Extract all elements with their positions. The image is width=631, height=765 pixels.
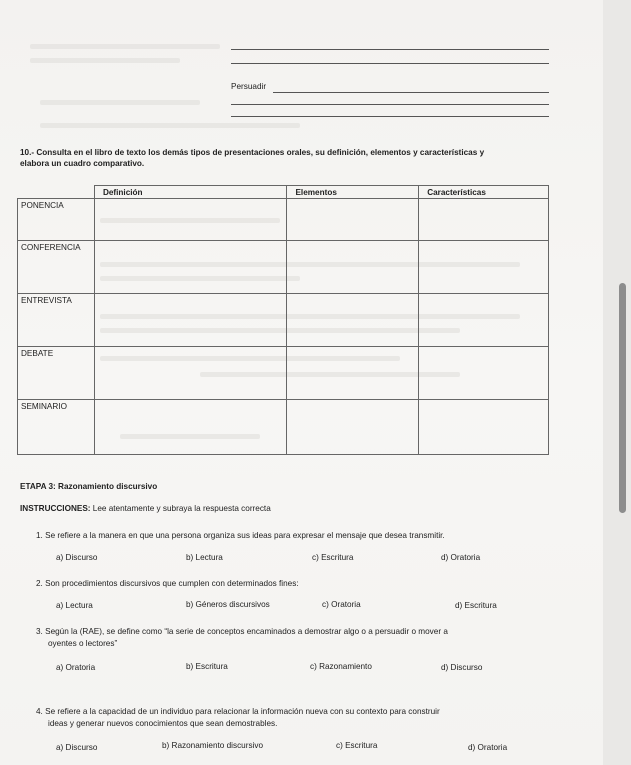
table-cell[interactable] [287,347,419,400]
option-a[interactable]: a) Discurso [56,743,98,752]
table-cell[interactable] [287,400,419,455]
bleed-through-text [40,100,200,105]
table-cell[interactable] [419,400,549,455]
option-d[interactable]: d) Oratoria [468,743,508,752]
option-a[interactable]: a) Lectura [56,601,93,610]
viewer-gutter [603,0,631,765]
answer-line [273,92,549,93]
question-10-text: 10.- Consulta en el libro de texto los demás tipos de presentaciones orales, su definición, elementos y características y [20,148,485,157]
option-b[interactable]: b) Géneros discursivos [186,600,270,609]
table-row [18,199,549,241]
option-b[interactable]: b) Escritura [186,662,228,671]
option-d[interactable]: d) Oratoria [441,553,481,562]
table-cell[interactable] [94,347,287,400]
row-label-debate: DEBATE [18,347,95,400]
question-2-text: 2. Son procedimientos discursivos que cumplen con determinados fines: [36,579,299,588]
table-row [18,294,549,347]
table-cell[interactable] [419,241,549,294]
table-cell[interactable] [94,294,287,347]
table-cell[interactable] [94,400,287,455]
table-row [18,400,549,455]
row-label-ponencia: PONENCIA [18,199,95,241]
comparison-table [17,185,549,455]
question-1-text: 1. Se refiere a la manera en que una persona organiza sus ideas para expresar el mensaje que desea transmitir. [36,531,445,540]
instructions-label: INSTRUCCIONES: [20,504,91,513]
option-b[interactable]: b) Lectura [186,553,223,562]
table-row [18,347,549,400]
option-d[interactable]: d) Escritura [455,601,497,610]
answer-line [231,104,549,105]
table-cell[interactable] [94,241,287,294]
row-label-seminario: SEMINARIO [18,400,95,455]
table-cell[interactable] [287,199,419,241]
option-a[interactable]: a) Oratoria [56,663,96,672]
table-row [18,241,549,294]
header-definicion: Definición [94,186,287,199]
bleed-through-text [30,44,220,49]
vertical-scrollbar[interactable] [619,283,626,513]
option-c[interactable]: c) Razonamiento [310,662,372,671]
instructions-text: Lee atentamente y subraya la respuesta correcta [90,504,271,513]
option-c[interactable]: c) Escritura [336,741,378,750]
question-4-text-cont: ideas y generar nuevos conocimientos que sean demostrables. [48,719,278,728]
table-cell[interactable] [94,199,287,241]
header-elementos: Elementos [287,186,419,199]
persuadir-label: Persuadir [231,82,267,91]
question-10-text-cont: elabora un cuadro comparativo. [20,159,145,168]
option-c[interactable]: c) Oratoria [322,600,361,609]
option-b[interactable]: b) Razonamiento discursivo [162,741,264,750]
table-cell[interactable] [419,199,549,241]
table-cell[interactable] [419,347,549,400]
answer-line [231,116,549,117]
answer-line [231,49,549,50]
question-3-text: 3. Según la (RAE), se define como “la serie de conceptos encaminados a demostrar algo o a persuadir o mover a [36,627,448,636]
table-cell[interactable] [287,294,419,347]
row-label-conferencia: CONFERENCIA [18,241,95,294]
header-caracteristicas: Características [419,186,549,199]
answer-line [231,63,549,64]
table-corner [18,186,95,199]
table-cell[interactable] [287,241,419,294]
instructions [20,504,271,513]
option-c[interactable]: c) Escritura [312,553,354,562]
bleed-through-text [30,58,180,63]
option-a[interactable]: a) Discurso [56,553,98,562]
row-label-entrevista: ENTREVISTA [18,294,95,347]
bleed-through-text [40,123,300,128]
question-3-text-cont: oyentes o lectores” [48,639,118,648]
table-cell[interactable] [419,294,549,347]
etapa-title: ETAPA 3: Razonamiento discursivo [20,482,158,491]
option-d[interactable]: d) Discurso [441,663,483,672]
question-4-text: 4. Se refiere a la capacidad de un individuo para relacionar la información nueva con su contexto para construir [36,707,440,716]
